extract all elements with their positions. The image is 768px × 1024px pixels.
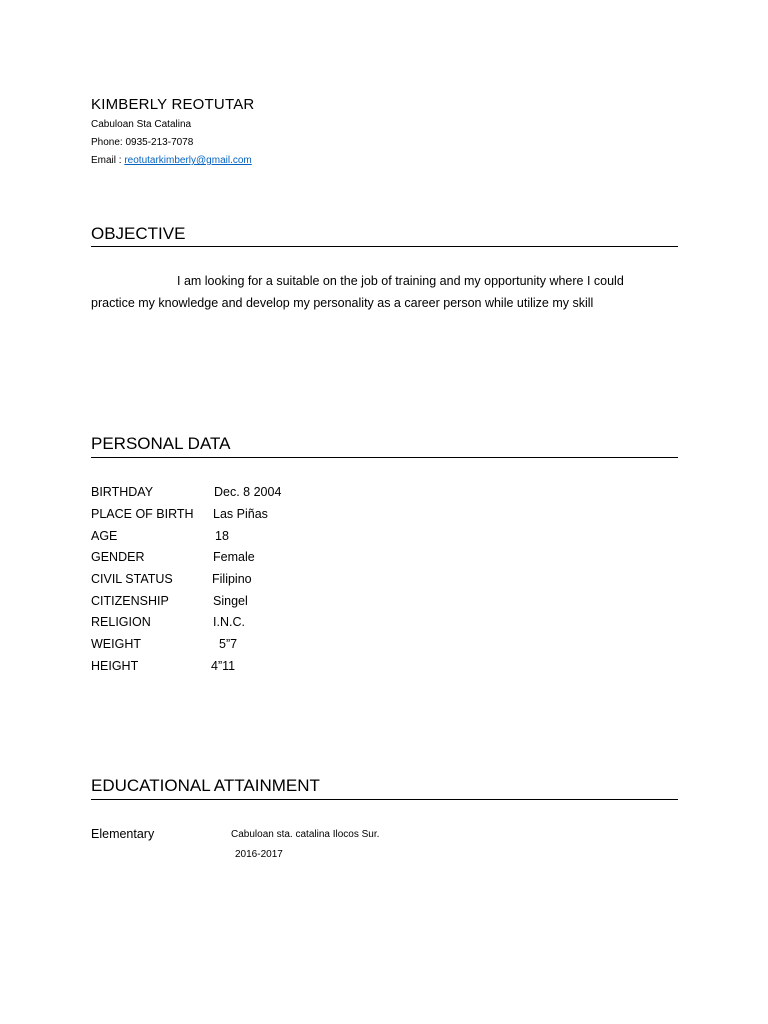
personal-data-label: CIVIL STATUS — [91, 572, 173, 586]
education-heading: EDUCATIONAL ATTAINMENT — [91, 776, 320, 795]
personal-data-value: 4”11 — [211, 659, 236, 673]
personal-data-label: CITIZENSHIP — [91, 594, 169, 608]
personal-data-divider — [91, 457, 678, 458]
personal-data-heading: PERSONAL DATA — [91, 434, 231, 453]
email-link[interactable]: reotutarkimberly@gmail.com — [124, 155, 252, 166]
email-label: Email : — [91, 155, 125, 166]
personal-data-value: Singel — [213, 594, 248, 608]
personal-data-value: Las Piñas — [213, 507, 268, 521]
personal-data-label: BIRTHDAY — [91, 485, 154, 499]
objective-divider — [91, 246, 678, 247]
objective-heading: OBJECTIVE — [91, 224, 186, 243]
personal-data-label: PLACE OF BIRTH — [91, 507, 194, 521]
personal-data-value: 5”7 — [219, 637, 238, 651]
objective-text: I am looking for a suitable on the job of training and my opportunity where I could practice my knowledge and develop my personality as a career person while utilize my skill — [91, 274, 624, 310]
education-years: 2016-2017 — [235, 849, 283, 860]
personal-data-label: RELIGION — [91, 615, 151, 629]
address: Cabuloan Sta Catalina — [91, 119, 192, 130]
education-level: Elementary — [91, 827, 155, 841]
personal-data-label: GENDER — [91, 550, 145, 564]
personal-data-label: WEIGHT — [91, 637, 141, 651]
personal-data-value: Dec. 8 2004 — [214, 485, 282, 499]
phone: Phone: 0935-213-7078 — [91, 137, 194, 148]
personal-data-value: 18 — [215, 529, 229, 543]
applicant-name: KIMBERLY REOTUTAR — [91, 96, 255, 113]
education-school: Cabuloan sta. catalina Ilocos Sur. — [231, 829, 380, 840]
personal-data-label: HEIGHT — [91, 659, 139, 673]
education-divider — [91, 799, 678, 800]
personal-data-value: Filipino — [212, 572, 252, 586]
personal-data-value: Female — [213, 550, 255, 564]
email-line — [91, 155, 252, 166]
personal-data-value: I.N.C. — [213, 615, 245, 629]
personal-data-label: AGE — [91, 529, 118, 543]
